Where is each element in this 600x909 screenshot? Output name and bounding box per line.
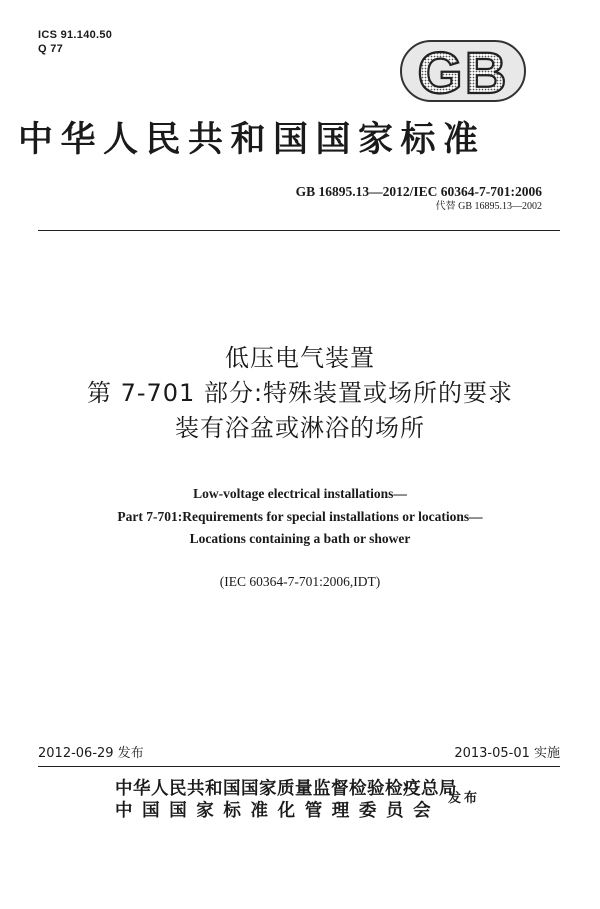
classification-codes: [38, 28, 112, 56]
title-cn-line-2: 第 7-701 部分:特殊装置或场所的要求: [86, 379, 514, 407]
title-en-line-1: Low-voltage electrical installations—: [193, 486, 407, 501]
issue-label: 发布: [448, 791, 481, 806]
equivalence-note: (IEC 60364-7-701:2006,IDT): [219, 574, 381, 589]
issue-date: 2012-06-29 发布: [38, 746, 144, 761]
title-cn-line-1: 低压电气装置: [225, 344, 375, 372]
implementation-date: 2013-05-01 实施: [454, 746, 560, 761]
gb-logo-text: GB: [417, 41, 509, 102]
issuer-aqsiq: 中华人民共和国国家质量监督检验检疫总局: [115, 779, 457, 799]
bottom-divider: [38, 766, 560, 767]
standard-number: GB 16895.13—2012/IEC 60364-7-701:2006: [295, 184, 542, 199]
ccs-code: Q 77: [38, 43, 64, 55]
gb-logo: [400, 40, 526, 102]
replaces-standard: 代替 GB 16895.13—2002: [435, 201, 542, 212]
ics-code: ICS 91.140.50: [38, 29, 113, 41]
title-en-line-3: Locations containing a bath or shower: [189, 531, 411, 546]
issuer-sac: 中国国家标准化管理委员会: [115, 801, 441, 821]
national-standard-title: 中华人民共和国国家标准: [18, 119, 486, 160]
top-divider: [38, 230, 560, 231]
title-en-line-2: Part 7-701:Requirements for special installations or locations—: [117, 509, 483, 524]
title-cn-line-3: 装有浴盆或淋浴的场所: [175, 414, 425, 442]
